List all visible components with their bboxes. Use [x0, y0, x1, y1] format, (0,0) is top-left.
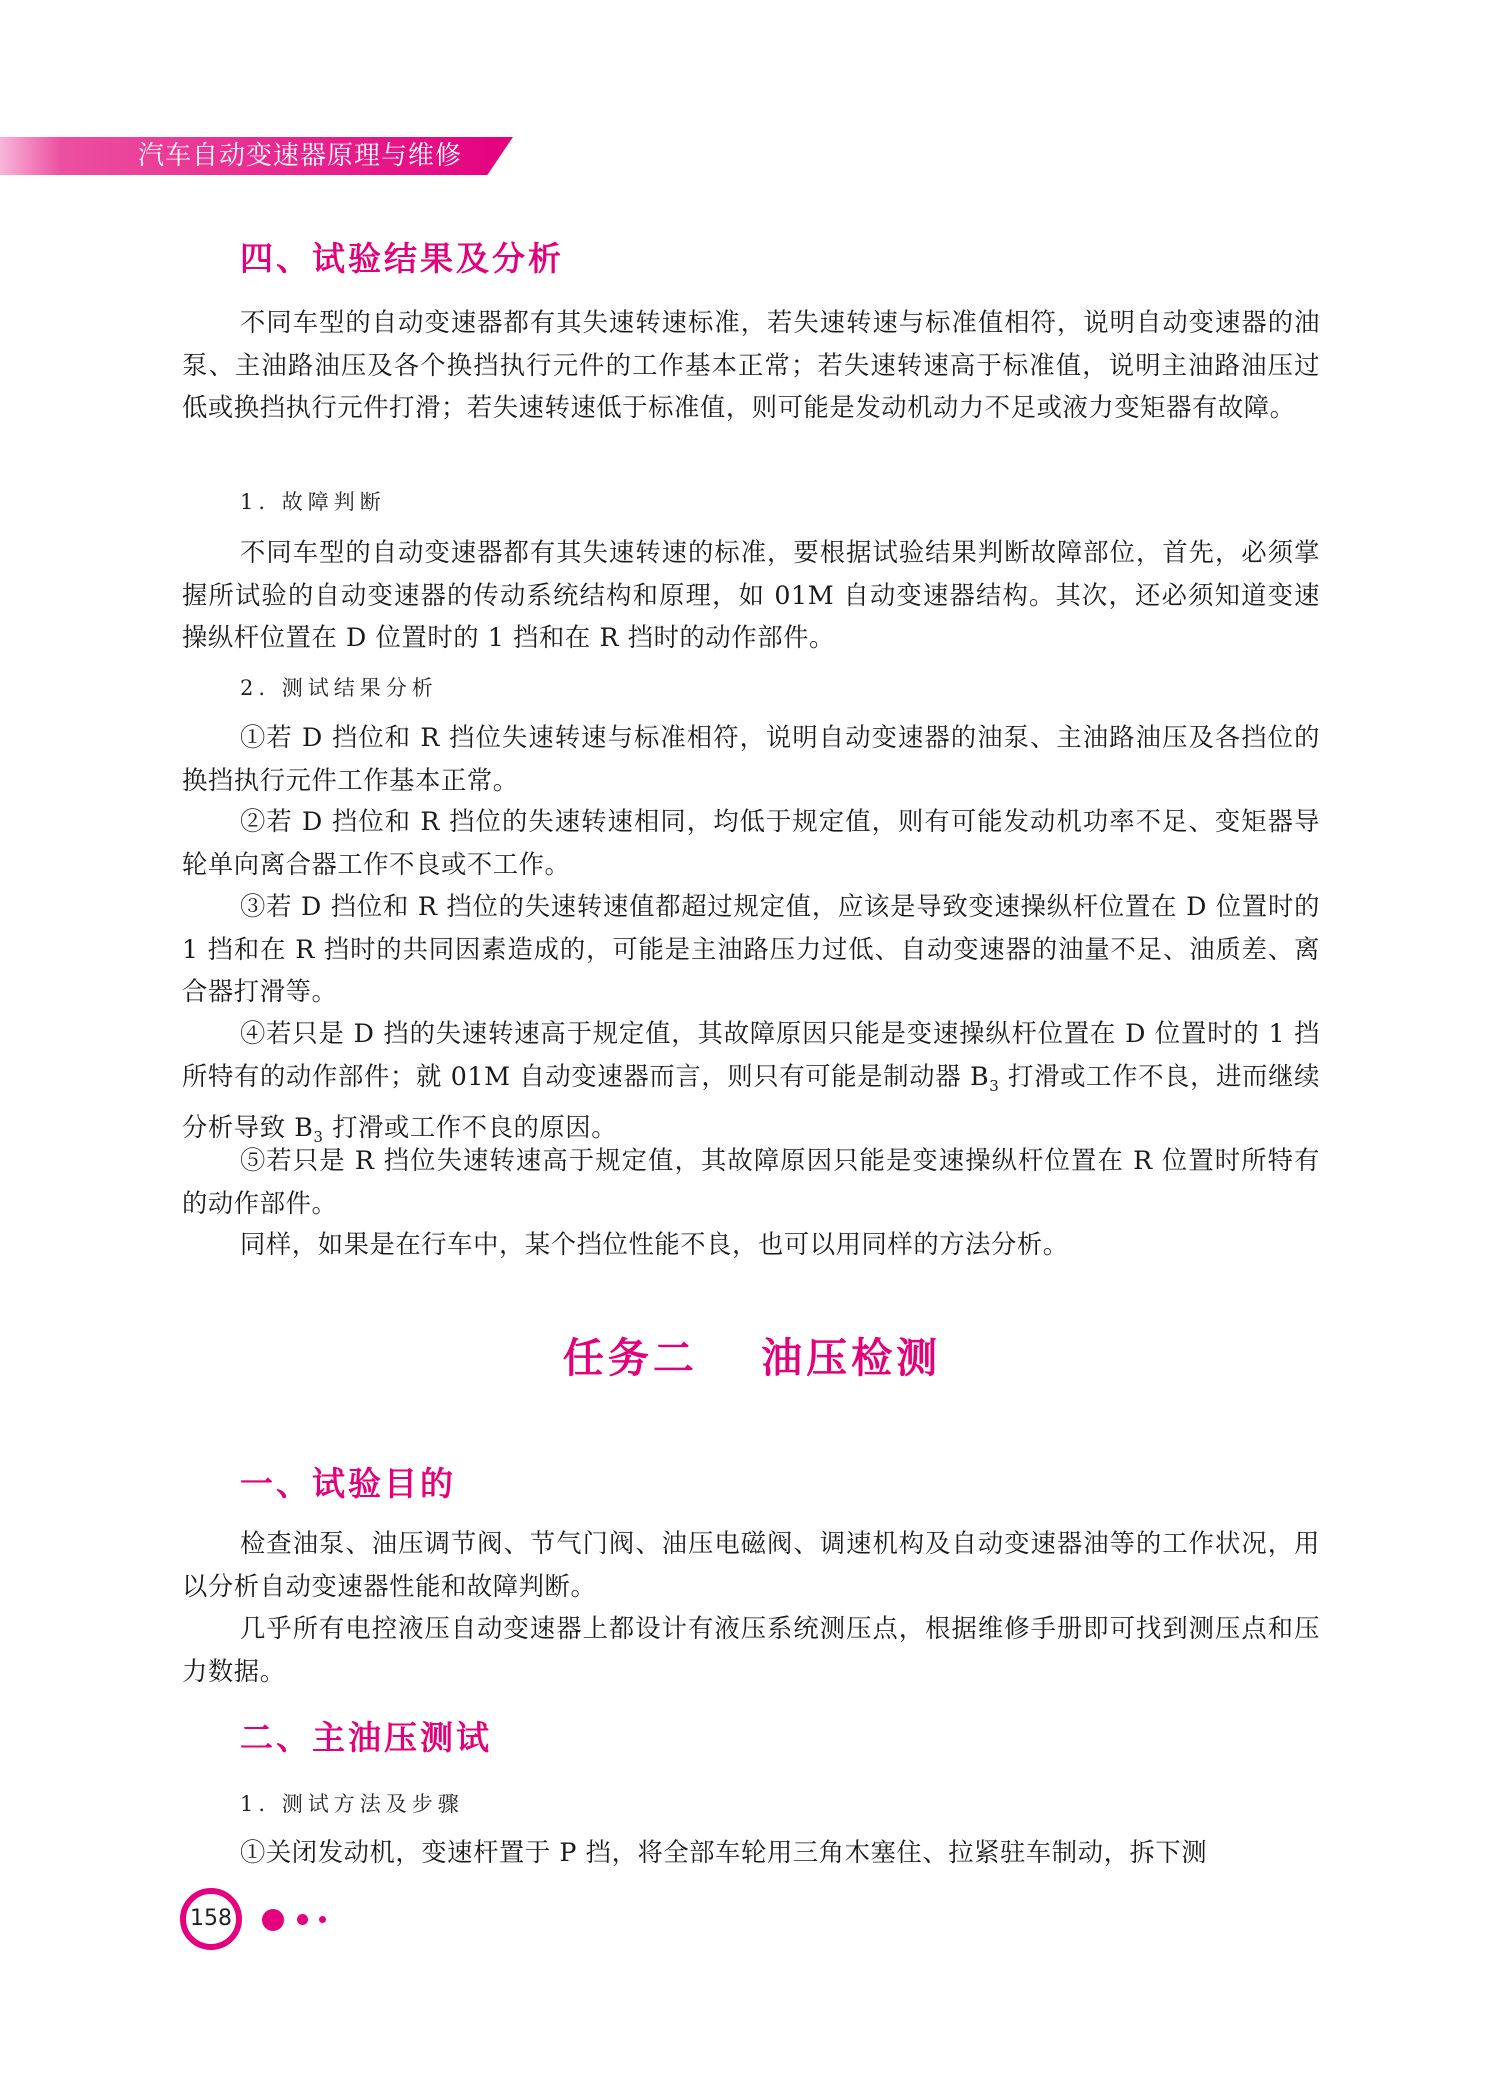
decorative-dot-medium — [297, 1914, 308, 1925]
subheading-result-analysis: 2. 测试结果分析 — [240, 676, 438, 700]
subscript-3: 3 — [989, 1076, 1000, 1095]
paragraph-item-3: ③若 D 挡位和 R 挡位的失速转速值都超过规定值，应该是导致变速操纵杆位置在 D 位置时的 1 挡和在 R 挡时的共同因素造成的，可能是主油路压力过低、自动变速器的油量不足、油质差、离合器打滑等。 — [182, 892, 1320, 1006]
subheading-fault-judgment: 1. 故障判断 — [240, 490, 386, 514]
paragraph-item-5: ⑤若只是 R 挡位失速转速高于规定值，其故障原因只能是变速操纵杆位置在 R 位置时所特有的动作部件。 — [182, 1146, 1320, 1218]
paragraph-item-2: ②若 D 挡位和 R 挡位的失速转速相同，均低于规定值，则有可能发动机功率不足、变矩器导轮单向离合器工作不良或不工作。 — [182, 807, 1320, 879]
section-heading-4: 四、试验结果及分析 — [240, 239, 564, 278]
subheading-test-steps: 1. 测试方法及步骤 — [240, 1792, 464, 1816]
paragraph-s4-intro: 不同车型的自动变速器都有其失速转速标准，若失速转速与标准值相符，说明自动变速器的油泵、主油路油压及各个换挡执行元件的工作基本正常；若失速转速高于标准值，说明主油路油压过低或换挡执行元件打滑；若失速转速低于标准值，则可能是发动机动力不足或液力变矩器有故障。 — [182, 308, 1320, 422]
subscript-3-second: 3 — [313, 1128, 324, 1147]
page-number: 158 — [190, 1906, 232, 1931]
section-heading-purpose: 一、试验目的 — [240, 1464, 456, 1503]
decorative-dot-small — [319, 1916, 326, 1923]
paragraph-step-1: ①关闭发动机，变速杆置于 P 挡，将全部车轮用三角木塞住、拉紧驻车制动，拆下测 — [240, 1838, 1208, 1867]
book-title: 汽车自动变速器原理与维修 — [138, 141, 463, 171]
decorative-dot-large — [262, 1909, 284, 1931]
task-title: 任务二 油压检测 — [562, 1334, 942, 1382]
paragraph-closing: 同样，如果是在行车中，某个挡位性能不良，也可以用同样的方法分析。 — [240, 1230, 1069, 1259]
paragraph-purpose-1: 检查油泵、油压调节阀、节气门阀、油压电磁阀、调速机构及自动变速器油等的工作状况，用以分析自动变速器性能和故障判断。 — [182, 1529, 1320, 1601]
section-heading-main-pressure: 二、主油压测试 — [240, 1718, 492, 1757]
paragraph-fault-judgment: 不同车型的自动变速器都有其失速转速的标准，要根据试验结果判断故障部位，首先，必须掌握所试验的自动变速器的传动系统结构和原理，如 01M 自动变速器结构。其次，还必须知道变速操纵杆位置在 D 位置时的 1 挡和在 R 挡时的动作部件。 — [182, 538, 1320, 652]
paragraph-item-1: ①若 D 挡位和 R 挡位失速转速与标准相符，说明自动变速器的油泵、主油路油压及各挡位的换挡执行元件工作基本正常。 — [182, 723, 1320, 795]
paragraph-item-4: ④若只是 D 挡的失速转速高于规定值，其故障原因只能是变速操纵杆位置在 D 位置时的 1 挡所特有的动作部件；就 01M 自动变速器而言，则只有可能是制动器 $B_3$ 打滑或工作不良，进而继续分析导致 $B_3$ 打滑或工作不良的原因。 — [182, 1019, 1320, 1147]
paragraph-purpose-2: 几乎所有电控液压自动变速器上都设计有液压系统测压点，根据维修手册即可找到测压点和压力数据。 — [182, 1614, 1320, 1686]
